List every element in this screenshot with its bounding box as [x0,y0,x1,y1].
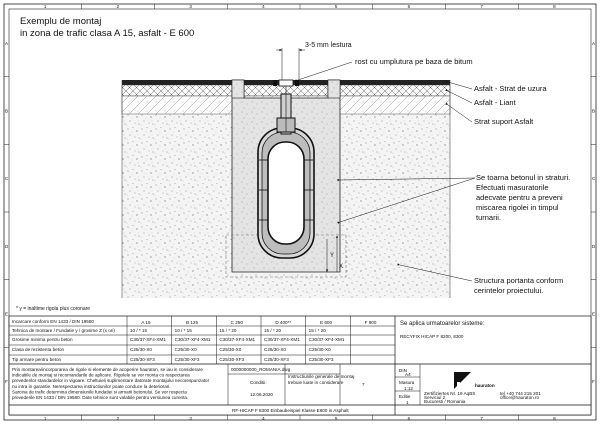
titleblock-cell: C30/37-XF4-XM1 [264,337,300,342]
frame-row-mark: E [5,311,9,317]
doc-number: 0000000000_ROMANIA.dwg [231,367,291,372]
frame-row-mark: B [592,108,596,114]
frame-col-mark: 1 [43,416,47,421]
titleblock-cell: C30/37-XF4-XM1 [308,337,345,342]
label-structure-line: cerintelor proiectului. [474,286,544,295]
frame-col-mark: 3 [189,4,192,9]
titleblock-cell: C25/30-X0 [264,347,286,352]
titleblock-cell: C25/30-XF3 [130,357,155,362]
scale-label: Masura [399,380,415,385]
titleblock-cell: C25/30-XF3 [308,357,334,362]
systems-value: RECYFIX HICAP F 8200, 8300 [400,334,464,339]
title-line-2: in zona de trafic clasa A 15, asfalt - E 600 [20,28,195,39]
frame-col-mark: 8 [553,4,556,9]
label-concrete-line: adecvate pentru a preveni [476,193,563,202]
titleblock-cell: 10 / * 15 [174,328,192,333]
footnote: * y = inaltime rigola plus coronare [16,306,91,312]
frame-col-mark: 2 [116,4,120,9]
titleblock-row-label: Clasa de rezistenta beton [12,347,65,352]
frame-row-mark: B [5,108,9,114]
frame-row-mark: D [5,243,9,249]
label-structure-line: Structura portanta conform [474,276,564,285]
load-class-header: B 125 [186,320,199,325]
scale-value: 1:12 [404,386,413,391]
titleblock-cell: 15 / * 20 [308,328,326,333]
frame-col-mark: 6 [407,416,411,421]
frame-row-mark: A [592,40,596,46]
titleblock-cell: C30/37-XF4-XM1 [219,337,256,342]
titleblock-note: prevederilor standardelor in vigoare. Cheltuieli suplimentare datorate montajului necorespunzator [12,378,210,384]
titleblock-row-label: Grosime minima pentru beton [12,337,73,342]
titleblock-note: prevederile EN 1433 / DIN 19580. Date tehnice sunt valabile pentru versiunea curenta. [12,395,189,400]
label-bitumen: rost cu umplutura pe baza de bitum [355,57,473,66]
load-class-header: A 15 [141,320,151,325]
frame-row-mark: D [592,243,596,249]
frame-col-mark: 6 [407,4,411,9]
label-concrete-line: Efectuati masuratorile [476,183,549,192]
titleblock-cell: 15 / * 20 [219,328,237,333]
title-line-1: Exemplu de montaj [20,16,102,27]
titleblock-cell: 15 / * 20 [264,328,282,333]
label-gap: 3-5 mm lestura [305,42,352,49]
titleblock-cell: C25/30-XF3 [264,357,289,362]
label-structure [474,276,563,295]
frame-col-mark: 2 [116,416,120,421]
frame-col-mark: 4 [262,4,265,9]
date-value: 12.06.2020 [250,392,273,397]
frame-col-mark: 7 [480,416,483,421]
label-concrete-line: turnarii. [476,213,502,222]
drawing-title-bottom: RF-HICAP F 8300 Einbaubeispiel Klasse E600 in Asphalt [232,408,349,413]
frame-col-mark: 5 [334,416,338,421]
din-label: DIN [399,368,407,373]
titleblock-cell: C30/37-XF4-XM1 [130,337,166,342]
dimension-x-label: X [339,264,344,270]
titleblock-cell: C25/30-X0 [174,347,197,352]
frame-row-mark: E [592,311,596,317]
frame-row-mark: C [592,176,596,182]
frame-row-mark: F [592,379,595,385]
label-base: Strat suport Asfalt [474,117,534,126]
din-value: A4 [405,372,411,377]
label-wear-course: Asfalt - Strat de uzura [474,84,547,93]
titleblock-cell: 10 / * 15 [130,328,148,333]
frame-col-mark: 4 [262,416,265,421]
contact-email: office@hauraton.ro [500,395,540,400]
titleblock-cell: C25/30-XF3 [219,357,245,362]
titleblock-row-label: Tehnica de montare / Fundatie y / grosime Z (x ori) [12,328,115,333]
titleblock-cell: C25/30-XF3 [174,357,200,362]
address-line-3: Bucuresti / Romania [424,399,466,404]
address-line-2: Serviciul 2 [424,395,446,400]
label-concrete-line: Se toarna betonul in straturi. [476,173,571,182]
load-class-header: C 250 [230,320,243,325]
frame-row-mark: A [5,40,9,46]
titleblock-row-label: Tip armare pentru beton [12,357,62,362]
cross-section [122,48,450,298]
page-number: 7 [362,382,365,387]
titleblock-note: Prin montarea/incorporarea de rigole si elemente de acoperire hauraton, se iau in considerare [12,367,203,372]
titleblock-cell: C25/30-X0 [308,347,331,352]
instructions-line-1: Instructiunile generale de montaj [288,374,355,379]
conditions-label: Conditii: [250,380,267,385]
frame-col-mark: 1 [43,4,47,9]
dimension-y-label: Y [330,253,335,259]
frame-col-mark: 7 [480,4,483,9]
load-class-header: D 400** [275,320,292,325]
systems-label: Se aplica urmatoarelor sisteme: [400,321,485,327]
instructions-line-2: trebuie luate in considerare [288,380,344,385]
load-class-header: E 600 [320,320,333,325]
label-binder: Asfalt - Liant [474,98,516,107]
frame-col-mark: 3 [189,416,192,421]
label-concrete [476,173,570,222]
frame-row-mark: C [5,176,9,182]
label-concrete-line: miscarea rigolei in timpul [476,203,559,212]
titleblock-note: indicatiile de montaj si recomandarile de aplicare. Rigolele se vor monta cu respectarea [12,372,190,378]
title-block [9,316,591,415]
titleblock-note: Sarcina de trafic determina dimensiunile fundatiei si armarii betonului. Se vor respecta [12,389,187,395]
frame-col-mark: 5 [334,4,338,9]
edition-label: Editie [399,394,411,399]
edition-value: 1 [406,400,409,405]
titleblock-cell: C30/37-XF4-XM1 [174,337,211,342]
titleblock-row-label: Incarcare conform EN 1433 / DIN 19580 [12,319,94,324]
frame-row-mark: F [5,379,8,385]
company-name: hauraton [475,383,495,388]
titleblock-cell: C25/30-X0 [130,347,152,352]
contact-phone: tel +40 744 215 201 [500,391,541,396]
titleblock-note: nu intra in garantie. Nerespectarea instructiunilor poate conduce la deteriorari. [12,383,171,389]
titleblock-cell: C25/30-X0 [219,347,242,352]
frame-col-mark: 8 [553,416,556,421]
load-class-header: F 900 [364,320,377,325]
address-line-1: Zertifiziertes Nr. 19 AqBS [424,391,476,396]
